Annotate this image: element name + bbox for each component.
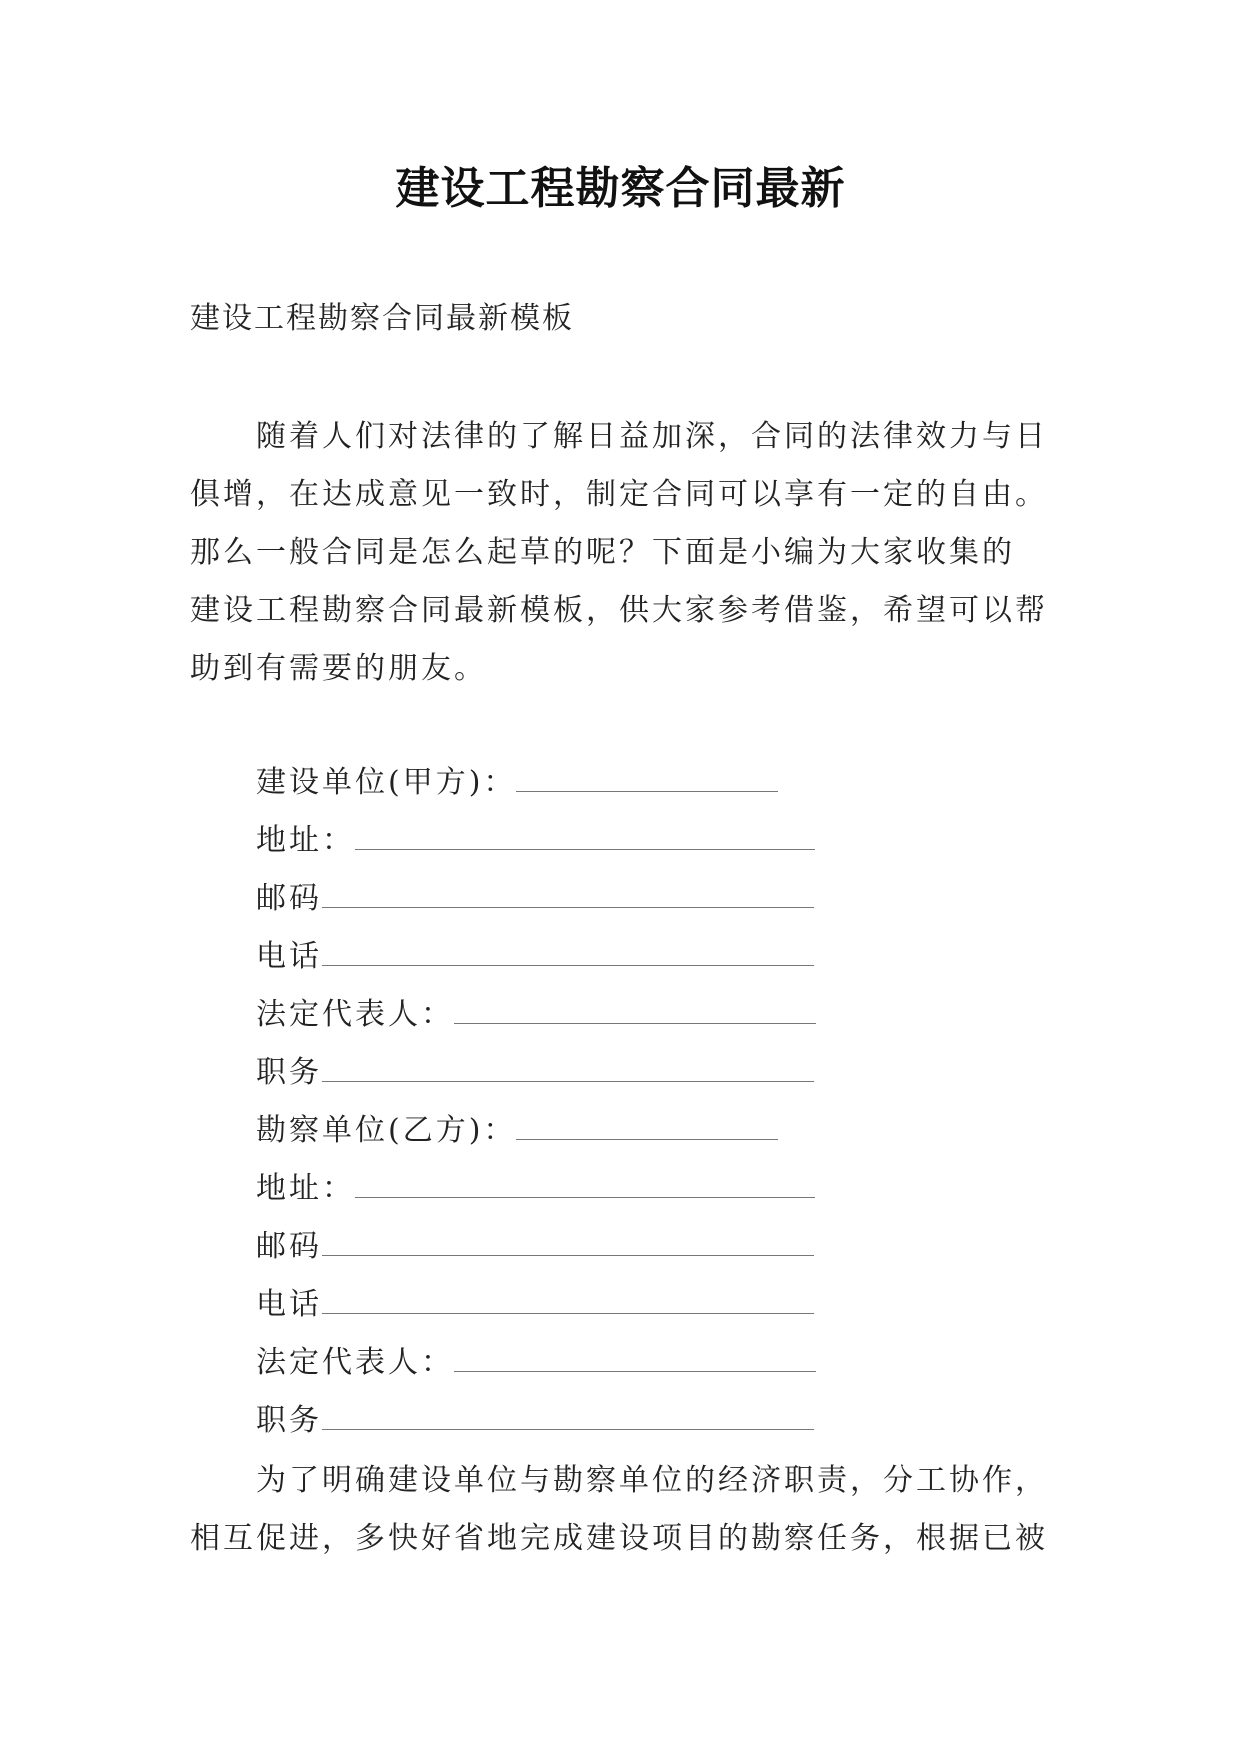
fill-in-blank[interactable]: [355, 1173, 815, 1198]
intro-line: 那么一般合同是怎么起草的呢？下面是小编为大家收集的: [190, 535, 1015, 570]
field-label: 勘察单位(乙方)：: [256, 1113, 517, 1148]
field-label: 法定代表人：: [256, 997, 454, 1032]
field-row-position: [256, 1392, 816, 1450]
fill-in-blank[interactable]: [516, 767, 778, 792]
fill-in-blank[interactable]: [322, 1289, 814, 1314]
field-label: 法定代表人：: [256, 1345, 454, 1380]
fill-in-blank[interactable]: [322, 883, 814, 908]
intro-line: 助到有需要的朋友。: [190, 651, 487, 686]
fill-in-blank[interactable]: [454, 999, 816, 1024]
field-row-phone: [256, 1276, 816, 1334]
closing-line: 相互促进，多快好省地完成建设项目的勘察任务，根据已被: [190, 1521, 1048, 1556]
field-row-legal-rep: [256, 1334, 816, 1392]
field-row-address: [256, 812, 816, 870]
field-label: 邮码: [256, 1229, 322, 1264]
field-row-legal-rep: [256, 986, 816, 1044]
closing-line: 为了明确建设单位与勘察单位的经济职责，分工协作，: [256, 1463, 1048, 1498]
fill-in-blank[interactable]: [355, 825, 815, 850]
field-row-postcode: [256, 1218, 816, 1276]
document-title: 建设工程勘察合同最新: [395, 163, 846, 214]
field-label: 职务: [256, 1055, 322, 1090]
fill-in-blank[interactable]: [516, 1115, 778, 1140]
intro-line: 俱增，在达成意见一致时，制定合同可以享有一定的自由。: [190, 477, 1048, 512]
fill-in-blank[interactable]: [322, 941, 814, 966]
fill-in-blank[interactable]: [454, 1347, 816, 1372]
field-label: 建设单位(甲方)：: [256, 765, 517, 800]
field-label: 地址：: [256, 1171, 355, 1206]
field-label: 职务: [256, 1403, 322, 1438]
field-row-address: [256, 1160, 816, 1218]
field-row-phone: [256, 928, 816, 986]
closing-paragraph: [190, 1452, 1090, 1568]
party-fields: [256, 754, 816, 1450]
fill-in-blank[interactable]: [322, 1231, 814, 1256]
fill-in-blank[interactable]: [322, 1405, 814, 1430]
fill-in-blank[interactable]: [322, 1057, 814, 1082]
document-subtitle: 建设工程勘察合同最新模板: [190, 301, 574, 336]
intro-line: 随着人们对法律的了解日益加深，合同的法律效力与日: [256, 419, 1048, 454]
intro-paragraph: [190, 408, 1090, 698]
field-row-postcode: [256, 870, 816, 928]
field-label: 电话: [256, 939, 322, 974]
intro-line: 建设工程勘察合同最新模板，供大家参考借鉴，希望可以帮: [190, 593, 1048, 628]
field-row-party-b: [256, 1102, 816, 1160]
field-row-party-a: [256, 754, 816, 812]
field-label: 地址：: [256, 823, 355, 858]
field-row-position: [256, 1044, 816, 1102]
field-label: 电话: [256, 1287, 322, 1322]
field-label: 邮码: [256, 881, 322, 916]
